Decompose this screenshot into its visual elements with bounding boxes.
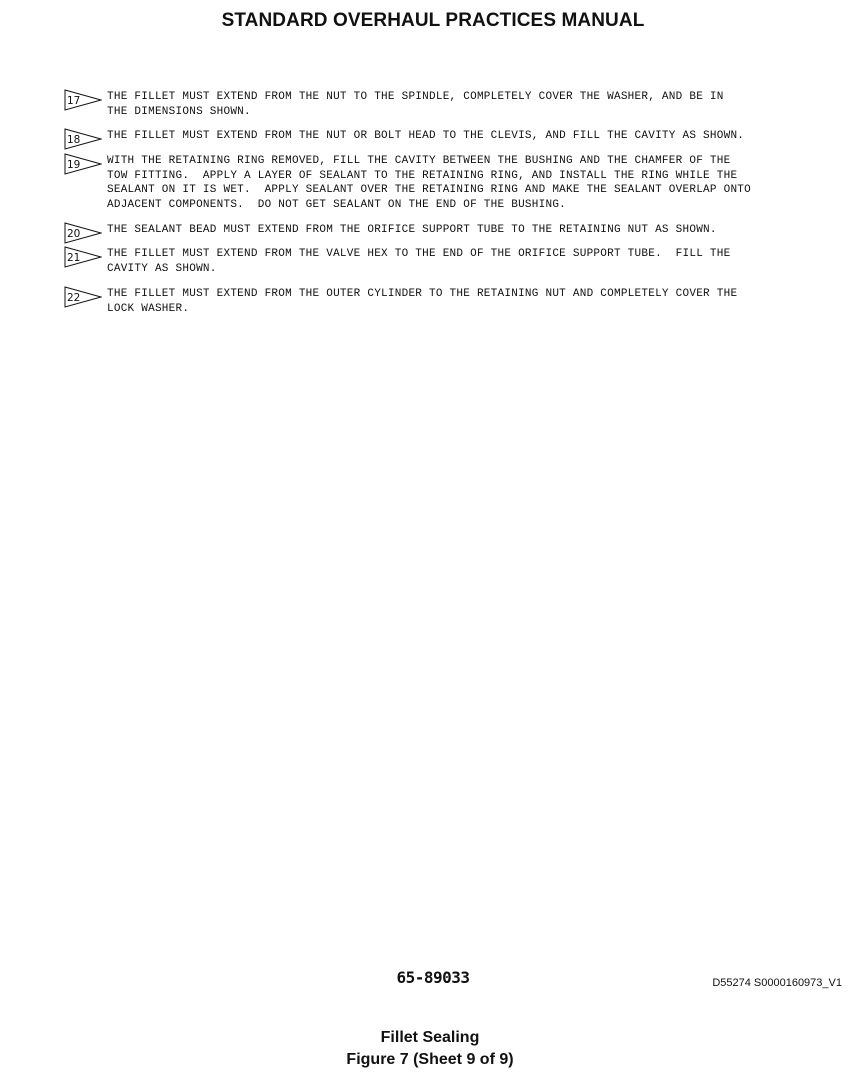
caption-title: Fillet Sealing — [380, 1029, 480, 1046]
note-21 — [64, 247, 730, 276]
flag-note-icon — [64, 128, 102, 150]
flag-number: 22 — [67, 292, 81, 304]
flag-number: 20 — [67, 228, 81, 240]
drawing-id: D55274 S0000160973_V1 — [712, 977, 842, 989]
flag-note-icon — [64, 89, 102, 111]
flag-number: 21 — [67, 252, 81, 264]
note-19 — [64, 154, 751, 213]
flag-number: 17 — [67, 95, 81, 107]
document-number: 65-89033 — [396, 968, 470, 987]
flag-note-icon — [64, 222, 102, 244]
caption-figure: Figure 7 (Sheet 9 of 9) — [346, 1051, 514, 1068]
note-text: THE FILLET MUST EXTEND FROM THE VALVE HEX TO THE END OF THE ORIFICE SUPPORT TUBE. FILL THE CAVITY AS SHOWN. — [107, 248, 731, 275]
note-text: THE FILLET MUST EXTEND FROM THE NUT TO THE SPINDLE, COMPLETELY COVER THE WASHER, AND BE IN THE DIMENSIONS SHOWN. — [107, 91, 724, 118]
flag-number: 18 — [67, 134, 81, 146]
note-text: THE FILLET MUST EXTEND FROM THE NUT OR BOLT HEAD TO THE CLEVIS, AND FILL THE CAVITY AS SHOWN. — [107, 130, 745, 142]
note-18 — [64, 129, 744, 144]
note-17 — [64, 90, 724, 119]
flag-note-icon — [64, 286, 102, 308]
note-text: THE FILLET MUST EXTEND FROM THE OUTER CYLINDER TO THE RETAINING NUT AND COMPLETELY COVER THE LOCK WASHER. — [107, 288, 738, 315]
figure-caption — [0, 1027, 860, 1071]
note-22 — [64, 287, 737, 316]
flag-note-icon — [64, 153, 102, 175]
note-text: WITH THE RETAINING RING REMOVED, FILL THE CAVITY BETWEEN THE BUSHING AND THE CHAMFER OF THE TOW FITTING. APPLY A LAYER OF SEALANT TO THE RETAINING RING, AND INSTALL THE RING WHILE THE SEALANT ON IT IS WET. APPLY SEALANT OVER THE RETAINING RING AND MAKE THE SEALANT OVERLAP ONTO ADJACENT COMPONENTS. DO NOT GET SEALANT ON THE END OF THE BUSHING. — [107, 155, 752, 212]
flag-number: 19 — [67, 159, 81, 171]
flag-note-icon — [64, 246, 102, 268]
note-text: THE SEALANT BEAD MUST EXTEND FROM THE ORIFICE SUPPORT TUBE TO THE RETAINING NUT AS SHOWN. — [107, 224, 717, 236]
page-title: STANDARD OVERHAUL PRACTICES MANUAL — [221, 10, 645, 31]
note-20 — [64, 223, 717, 238]
